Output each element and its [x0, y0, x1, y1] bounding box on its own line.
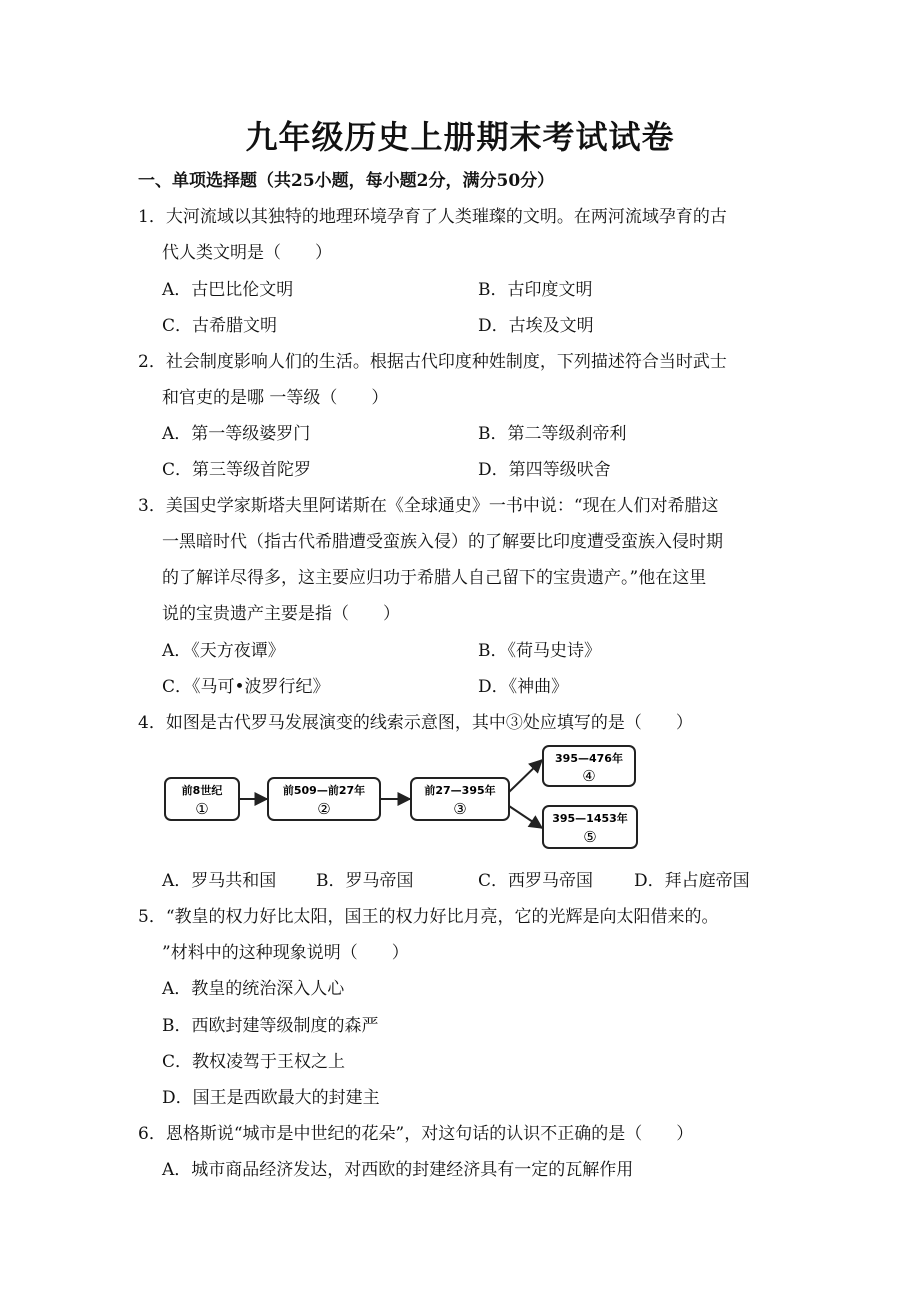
q3-option-c[interactable]: C．《马可•波罗行纪》: [162, 677, 330, 697]
arrow-3-5: [509, 806, 542, 828]
question-4-line-1: 4．如图是古代罗马发展演变的线索示意图，其中③处应填写的是（ ）: [138, 713, 693, 733]
q3-option-a[interactable]: A．《天方夜谭》: [162, 641, 285, 661]
section-heading: 一、单项选择题（共25小题，每小题2分，满分50分）: [138, 171, 555, 191]
question-5-line-1: 5．“教皇的权力好比太阳，国王的权力好比月亮，它的光辉是向太阳借来的。: [138, 907, 719, 927]
timeline-box-2-period: 前509—前27年: [282, 784, 366, 797]
q5-option-b[interactable]: B．西欧封建等级制度的森严: [162, 1016, 379, 1036]
question-1-line-1: 1．大河流域以其独特的地理环境孕育了人类璀璨的文明。在两河流域孕育的古: [138, 207, 727, 227]
q2-option-b[interactable]: B．第二等级刹帝利: [478, 424, 627, 444]
q2-option-d[interactable]: D．第四等级吠舍: [478, 460, 611, 480]
q2-option-a[interactable]: A．第一等级婆罗门: [162, 424, 311, 444]
q4-option-c[interactable]: C．西罗马帝国: [478, 871, 594, 891]
question-3-line-3: 的了解详尽得多，这主要应归功于希腊人自己留下的宝贵遗产。”他在这里: [162, 568, 707, 588]
q1-option-a[interactable]: A．古巴比伦文明: [162, 280, 294, 300]
question-2-line-1: 2．社会制度影响人们的生活。根据古代印度种姓制度，下列描述符合当时武士: [138, 352, 727, 372]
timeline-box-5-marker: ⑤: [583, 828, 597, 846]
question-6-line-1: 6．恩格斯说“城市是中世纪的花朵”，对这句话的认识不正确的是（ ）: [138, 1124, 694, 1144]
timeline-box-3-marker: ③: [453, 800, 467, 818]
question-3-line-4: 说的宝贵遗产主要是指（ ）: [162, 604, 400, 624]
q5-option-d[interactable]: D．国王是西欧最大的封建主: [162, 1088, 380, 1108]
q5-option-a[interactable]: A．教皇的统治深入人心: [162, 979, 345, 999]
q4-option-a[interactable]: A．罗马共和国: [162, 871, 277, 891]
question-3-line-1: 3．美国史学家斯塔夫里阿诺斯在《全球通史》一书中说：“现在人们对希腊这: [138, 496, 719, 516]
arrow-3-4: [509, 760, 542, 792]
timeline-box-4-period: 395—476年: [555, 752, 623, 765]
q5-option-c[interactable]: C．教权凌驾于王权之上: [162, 1052, 346, 1072]
timeline-box-1-marker: ①: [195, 800, 209, 818]
timeline-box-2-marker: ②: [317, 800, 331, 818]
q4-option-b[interactable]: B．罗马帝国: [316, 871, 414, 891]
q4-option-d[interactable]: D．拜占庭帝国: [634, 871, 750, 891]
question-3-line-2: 一黑暗时代（指古代希腊遭受蛮族入侵）的了解要比印度遭受蛮族入侵时期: [162, 532, 723, 552]
timeline-box-5-period: 395—1453年: [552, 812, 628, 825]
rome-timeline-diagram: [160, 742, 640, 854]
q2-option-c[interactable]: C．第三等级首陀罗: [162, 460, 312, 480]
question-5-line-2: ”材料中的这种现象说明（ ）: [162, 943, 409, 963]
q1-option-b[interactable]: B．古印度文明: [478, 280, 593, 300]
timeline-box-4-marker: ④: [582, 767, 596, 785]
timeline-box-3-period: 前27—395年: [424, 784, 496, 797]
q1-option-d[interactable]: D．古埃及文明: [478, 316, 594, 336]
page-title: 九年级历史上册期末考试试卷: [245, 118, 675, 156]
q6-option-a[interactable]: A．城市商品经济发达，对西欧的封建经济具有一定的瓦解作用: [162, 1160, 634, 1180]
q3-option-b[interactable]: B．《荷马史诗》: [478, 641, 601, 661]
question-2-line-2: 和官吏的是哪 一等级（ ）: [162, 388, 389, 408]
q1-option-c[interactable]: C．古希腊文明: [162, 316, 278, 336]
q3-option-d[interactable]: D．《神曲》: [478, 677, 569, 697]
question-1-line-2: 代人类文明是（ ）: [162, 243, 332, 263]
timeline-box-1-period: 前8世纪: [181, 784, 223, 797]
